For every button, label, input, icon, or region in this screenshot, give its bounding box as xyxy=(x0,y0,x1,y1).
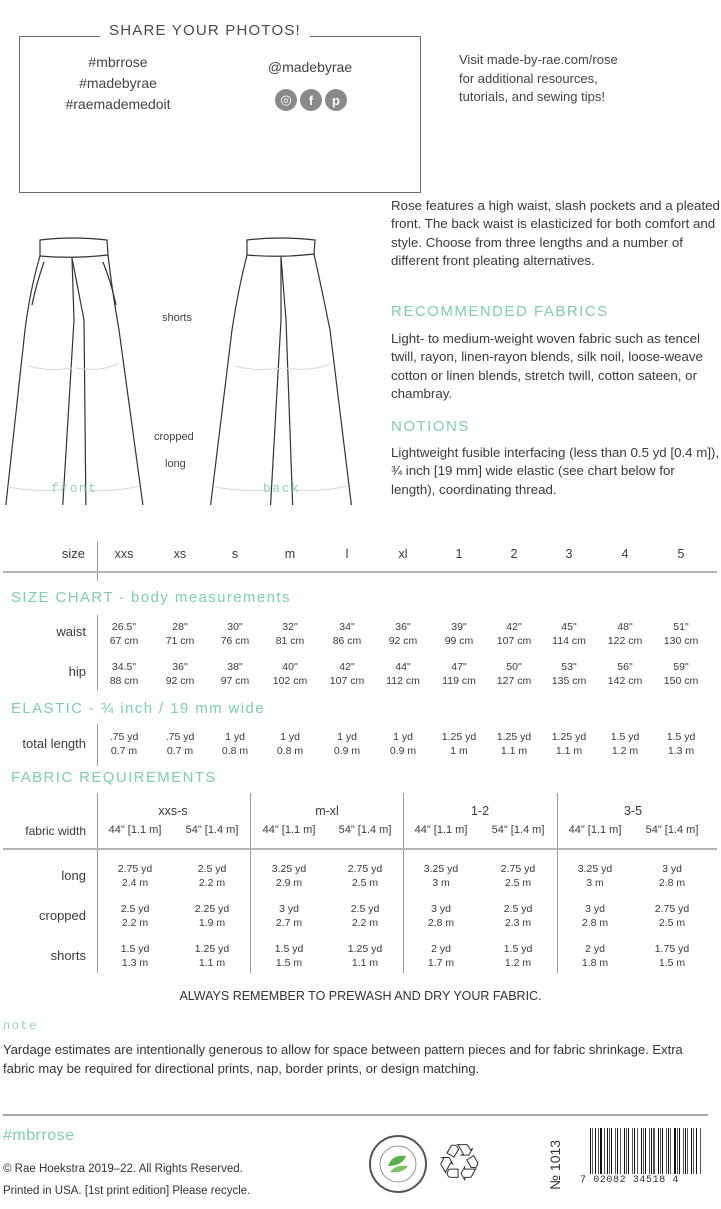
size-chart-cell xyxy=(221,620,250,648)
size-chart-cell xyxy=(166,660,195,688)
pattern-number: № 1013 xyxy=(547,1139,563,1190)
size-1: 1 xyxy=(455,547,463,561)
imperial-value: 42" xyxy=(339,661,355,673)
imperial-value: 1.75 yd xyxy=(654,943,690,955)
fabric-cell xyxy=(348,862,382,890)
imperial-value: 30" xyxy=(227,621,243,633)
metric-value: 1.5 m xyxy=(275,957,303,969)
size-chart-cell xyxy=(166,620,195,648)
fabric-group-m-xl: m-xl xyxy=(315,804,339,818)
fabric-cell xyxy=(578,862,612,890)
imperial-value: 51" xyxy=(673,621,689,633)
size-chart-cell xyxy=(664,620,698,648)
fabric-cell xyxy=(121,942,150,970)
imperial-value: 1.5 yd xyxy=(274,943,304,955)
long-label: long xyxy=(61,868,86,883)
elastic-divider xyxy=(97,724,98,766)
metric-value: 3 m xyxy=(432,877,450,889)
footer-copyright xyxy=(3,1158,250,1202)
elastic-cell xyxy=(166,730,195,758)
imperial-value: 56" xyxy=(617,661,633,673)
printed-text: Printed in USA. [1st print edition] Please recycle. xyxy=(3,1185,251,1197)
fabric-cell xyxy=(428,942,454,970)
metric-value: 2.9 m xyxy=(275,877,303,889)
length-label-long: long xyxy=(165,458,186,470)
fabric-divider-0 xyxy=(97,793,98,973)
imperial-value: 2.5 yd xyxy=(503,903,533,915)
prewash-reminder: ALWAYS REMEMBER TO PREWASH AND DRY YOUR FABRIC. xyxy=(179,989,542,1003)
metric-value: 0.8 m xyxy=(221,745,249,757)
fabric-width-cell: 44" [1.1 m] xyxy=(108,824,162,836)
note-text: Yardage estimates are intentionally generous to allow for space between pattern pieces and for fabric shrinkage. Extra fabric may be required for directional prints, nap, border prints, or design matching. xyxy=(3,1042,683,1076)
metric-value: 130 cm xyxy=(663,635,699,647)
visit-line: tutorials, and sewing tips! xyxy=(459,89,605,104)
elastic-cell xyxy=(222,730,248,758)
imperial-value: 26.5" xyxy=(111,621,137,633)
imperial-value: 53" xyxy=(561,661,577,673)
imperial-value: 2.75 yd xyxy=(654,903,690,915)
imperial-value: 44" xyxy=(395,661,411,673)
pinterest-icon[interactable]: p xyxy=(325,89,347,111)
imperial-value: 40" xyxy=(282,661,298,673)
metric-value: 86 cm xyxy=(332,635,362,647)
imperial-value: 2 yd xyxy=(431,943,451,955)
size-chart-cell xyxy=(608,620,642,648)
size-chart-cell xyxy=(386,660,420,688)
hashtag: #madebyrae xyxy=(79,75,157,91)
imperial-value: 1.25 yd xyxy=(496,731,532,743)
size-chart-cell xyxy=(276,620,305,648)
notions-text: Lightweight fusible interfacing (less than 0.5 yd [0.4 m]), ¾ inch [19 mm] wide elastic (see chart below for length), coordinating thread. xyxy=(391,445,720,497)
imperial-value: 32" xyxy=(282,621,298,633)
imperial-value: 59" xyxy=(673,661,689,673)
elastic-cell xyxy=(497,730,531,758)
facebook-icon[interactable]: f xyxy=(300,89,322,111)
metric-value: 135 cm xyxy=(551,675,587,687)
fabric-width-cell: 44" [1.1 m] xyxy=(262,824,316,836)
size-xxs: xxs xyxy=(114,547,134,561)
imperial-value: 50" xyxy=(506,661,522,673)
fabric-cell xyxy=(275,942,304,970)
metric-value: 127 cm xyxy=(496,675,532,687)
footer-hashtag: #mbrrose xyxy=(3,1127,75,1144)
metric-value: 1.2 m xyxy=(504,957,532,969)
imperial-value: 2.75 yd xyxy=(347,863,383,875)
size-header-row xyxy=(0,543,721,569)
imperial-value: 34.5" xyxy=(111,661,137,673)
metric-value: 0.9 m xyxy=(389,745,417,757)
fabric-cell xyxy=(504,942,533,970)
metric-value: 1.3 m xyxy=(121,957,149,969)
fabric-cell xyxy=(501,862,535,890)
metric-value: 0.9 m xyxy=(333,745,361,757)
barcode xyxy=(590,1128,702,1174)
elastic-cell xyxy=(110,730,139,758)
pants-illustration xyxy=(0,225,380,505)
metric-value: 2.8 m xyxy=(658,877,686,889)
fabric-width-cell: 54" [1.4 m] xyxy=(185,824,239,836)
hashtag: #mbrrose xyxy=(88,54,148,70)
metric-value: 1.1 m xyxy=(500,745,528,757)
size-chart-cell xyxy=(221,660,250,688)
imperial-value: 3 yd xyxy=(431,903,451,915)
metric-value: 2.7 m xyxy=(275,917,303,929)
imperial-value: 42" xyxy=(506,621,522,633)
metric-value: 114 cm xyxy=(552,635,586,647)
size-2: 2 xyxy=(510,547,518,561)
imperial-value: 39" xyxy=(451,621,467,633)
fabric-width-cell: 54" [1.4 m] xyxy=(491,824,545,836)
size-chart-cell xyxy=(110,660,139,688)
imperial-value: 2 yd xyxy=(585,943,605,955)
metric-value: 1.2 m xyxy=(611,745,639,757)
metric-value: 150 cm xyxy=(663,675,699,687)
size-xs: xs xyxy=(173,547,187,561)
metric-value: 2.8 m xyxy=(427,917,455,929)
pattern-description: Rose features a high waist, slash pockets and a pleated front. The back waist is elasticized for both comfort and style. Choose from three lengths and a number of different front pleating alternatives. xyxy=(391,198,720,268)
social-handle: @madebyrae xyxy=(267,59,353,75)
fabric-width-label: fabric width xyxy=(25,824,86,838)
imperial-value: 38" xyxy=(227,661,243,673)
imperial-value: 1 yd xyxy=(393,731,413,743)
size-4: 4 xyxy=(621,547,629,561)
fabric-cell xyxy=(424,862,458,890)
size-chart-cell xyxy=(273,660,307,688)
size-xl: xl xyxy=(398,547,408,561)
imperial-value: 45" xyxy=(561,621,577,633)
size-5: 5 xyxy=(677,547,685,561)
metric-value: 107 cm xyxy=(496,635,532,647)
hip-label: hip xyxy=(68,664,86,679)
visit-line[interactable]: Visit made-by-rae.com/rose xyxy=(459,52,618,67)
size-chart-heading: SIZE CHART - body measurements xyxy=(11,589,291,606)
fabric-divider-3 xyxy=(557,793,558,973)
metric-value: 71 cm xyxy=(165,635,195,647)
fabric-cell xyxy=(504,902,533,930)
size-chart-cell xyxy=(497,620,531,648)
imperial-value: 36" xyxy=(395,621,411,633)
footer-rule xyxy=(3,1114,708,1116)
size-chart-divider xyxy=(97,615,98,690)
imperial-value: 1 yd xyxy=(225,731,245,743)
elastic-cell xyxy=(552,730,586,758)
metric-value: 2.3 m xyxy=(504,917,532,929)
size-chart-cell xyxy=(110,620,139,648)
total-length-label: total length xyxy=(22,736,86,751)
social-icons xyxy=(275,89,347,111)
recommended-fabrics-heading: RECOMMENDED FABRICS xyxy=(391,303,609,320)
metric-value: 81 cm xyxy=(275,635,305,647)
elastic-heading: ELASTIC - ¾ inch / 19 mm wide xyxy=(11,700,266,717)
fabric-cell xyxy=(198,862,227,890)
imperial-value: 3.25 yd xyxy=(577,863,613,875)
fabric-cell xyxy=(655,942,689,970)
fabric-cell xyxy=(428,902,454,930)
elastic-cell xyxy=(390,730,416,758)
size-chart-cell xyxy=(445,620,474,648)
metric-value: 2.2 m xyxy=(198,877,226,889)
metric-value: 2.5 m xyxy=(351,877,379,889)
size-chart-cell xyxy=(608,660,642,688)
imperial-value: 2.5 yd xyxy=(197,863,227,875)
imperial-value: 2.75 yd xyxy=(500,863,536,875)
fabric-cell xyxy=(655,902,689,930)
instagram-icon[interactable]: ◎ xyxy=(275,89,297,111)
fabric-cell xyxy=(351,902,380,930)
hashtag: #raemademedoit xyxy=(65,96,171,112)
back-view-label: back xyxy=(263,481,301,496)
size-l: l xyxy=(345,547,349,561)
metric-value: 0.7 m xyxy=(166,745,194,757)
recommended-fabrics-text: Light- to medium-weight woven fabric such as tencel twill, rayon, linen-rayon blends, silk noil, loose-weave cotton or linen blends, stretch twill, cotton sateen, or chambray. xyxy=(391,331,703,401)
front-view-label: front xyxy=(51,481,98,496)
elastic-cell xyxy=(334,730,360,758)
size-chart-cell xyxy=(497,660,531,688)
imperial-value: 36" xyxy=(172,661,188,673)
metric-value: 2.8 m xyxy=(581,917,609,929)
imperial-value: 1.5 yd xyxy=(610,731,640,743)
fabric-cell xyxy=(272,862,306,890)
shorts-label: shorts xyxy=(50,948,86,963)
imperial-value: 1.25 yd xyxy=(551,731,587,743)
back-pants-drawing xyxy=(210,238,352,505)
imperial-value: 1.25 yd xyxy=(441,731,477,743)
imperial-value: 3 yd xyxy=(662,863,682,875)
metric-value: 1.9 m xyxy=(198,917,226,929)
imperial-value: 1.25 yd xyxy=(347,943,383,955)
size-chart-cell xyxy=(552,620,586,648)
notions-heading: NOTIONS xyxy=(391,418,470,435)
imperial-value: 48" xyxy=(617,621,633,633)
fabric-cell xyxy=(118,862,152,890)
metric-value: 1.1 m xyxy=(351,957,379,969)
metric-value: 67 cm xyxy=(109,635,139,647)
length-label-cropped: cropped xyxy=(154,431,194,443)
fabric-group-1-2: 1-2 xyxy=(470,804,490,818)
imperial-value: 28" xyxy=(172,621,188,633)
imperial-value: 3 yd xyxy=(279,903,299,915)
fabric-divider-1 xyxy=(250,793,251,973)
metric-value: 2.4 m xyxy=(121,877,149,889)
size-chart-cell xyxy=(442,660,476,688)
fabric-header-rule xyxy=(3,848,717,850)
hashtag-list xyxy=(48,52,188,115)
fabric-width-cell: 44" [1.1 m] xyxy=(568,824,622,836)
size-m: m xyxy=(284,547,296,561)
fabric-cell xyxy=(121,902,150,930)
size-divider xyxy=(97,541,98,581)
front-pants-drawing xyxy=(5,238,144,505)
metric-value: 107 cm xyxy=(329,675,365,687)
elastic-cell xyxy=(442,730,476,758)
fabric-group-xxs-s: xxs-s xyxy=(158,804,188,818)
metric-value: 102 cm xyxy=(272,675,308,687)
copyright-text: © Rae Hoekstra 2019–22. All Rights Reserved. xyxy=(3,1163,243,1175)
metric-value: 88 cm xyxy=(109,675,139,687)
imperial-value: 1 yd xyxy=(280,731,300,743)
metric-value: 1 m xyxy=(450,745,468,757)
imperial-value: 2.75 yd xyxy=(117,863,153,875)
imperial-value: 2.5 yd xyxy=(120,903,150,915)
imperial-value: 1 yd xyxy=(337,731,357,743)
imperial-value: .75 yd xyxy=(165,731,195,743)
metric-value: 112 cm xyxy=(386,675,420,687)
imperial-value: 3.25 yd xyxy=(271,863,307,875)
fabric-cell xyxy=(348,942,382,970)
fabric-divider-2 xyxy=(403,793,404,973)
metric-value: 122 cm xyxy=(607,635,643,647)
imperial-value: 1.5 yd xyxy=(666,731,696,743)
imperial-value: .75 yd xyxy=(109,731,139,743)
elastic-cell xyxy=(667,730,696,758)
metric-value: 99 cm xyxy=(444,635,474,647)
metric-value: 0.8 m xyxy=(276,745,304,757)
metric-value: 76 cm xyxy=(220,635,250,647)
elastic-cell xyxy=(611,730,640,758)
share-photos-title: SHARE YOUR PHOTOS! xyxy=(100,22,310,39)
imperial-value: 3 yd xyxy=(585,903,605,915)
note-heading: note xyxy=(3,1019,38,1033)
visit-line: for additional resources, xyxy=(459,70,598,86)
imperial-value: 3.25 yd xyxy=(423,863,459,875)
metric-value: 0.7 m xyxy=(110,745,138,757)
metric-value: 1.3 m xyxy=(667,745,695,757)
metric-value: 92 cm xyxy=(165,675,195,687)
size-chart-cell xyxy=(389,620,418,648)
size-label: size xyxy=(61,546,85,561)
metric-value: 142 cm xyxy=(607,675,643,687)
size-chart-cell xyxy=(664,660,698,688)
fabric-width-cell: 44" [1.1 m] xyxy=(414,824,468,836)
fabric-cell xyxy=(659,862,685,890)
metric-value: 92 cm xyxy=(388,635,418,647)
imperial-value: 34" xyxy=(339,621,355,633)
metric-value: 3 m xyxy=(586,877,604,889)
fabric-cell xyxy=(195,902,229,930)
fabric-cell xyxy=(582,942,608,970)
fabric-group-3-5: 3-5 xyxy=(623,804,643,818)
barcode-digits: 7 02082 34518 4 xyxy=(580,1175,680,1186)
fabric-cell xyxy=(195,942,229,970)
metric-value: 1.1 m xyxy=(198,957,226,969)
waist-label: waist xyxy=(56,624,86,639)
size-chart-cell xyxy=(552,660,586,688)
metric-value: 1.1 m xyxy=(555,745,583,757)
imperial-value: 1.5 yd xyxy=(503,943,533,955)
metric-value: 97 cm xyxy=(220,675,250,687)
metric-value: 2.5 m xyxy=(504,877,532,889)
fabric-width-cell: 54" [1.4 m] xyxy=(338,824,392,836)
metric-value: 1.8 m xyxy=(581,957,609,969)
imperial-value: 2.25 yd xyxy=(194,903,230,915)
imperial-value: 47" xyxy=(451,661,467,673)
fabric-cell xyxy=(582,902,608,930)
fabric-requirements-heading: FABRIC REQUIREMENTS xyxy=(11,769,217,786)
imperial-value: 1.5 yd xyxy=(120,943,150,955)
recycle-icon: ♲ xyxy=(436,1135,483,1193)
metric-value: 1.7 m xyxy=(427,957,455,969)
length-label-shorts: shorts xyxy=(162,312,192,324)
fabric-cell xyxy=(276,902,302,930)
metric-value: 1.5 m xyxy=(658,957,686,969)
metric-value: 2.2 m xyxy=(351,917,379,929)
cropped-label: cropped xyxy=(39,908,86,923)
metric-value: 119 cm xyxy=(442,675,476,687)
elastic-cell xyxy=(277,730,303,758)
metric-value: 2.2 m xyxy=(121,917,149,929)
visit-website-text xyxy=(459,51,699,107)
imperial-value: 1.25 yd xyxy=(194,943,230,955)
size-3: 3 xyxy=(565,547,573,561)
size-s: s xyxy=(231,547,239,561)
metric-value: 2.5 m xyxy=(658,917,686,929)
size-chart-cell xyxy=(333,620,362,648)
size-header-rule xyxy=(3,571,717,573)
fabric-width-cell: 54" [1.4 m] xyxy=(645,824,699,836)
vegetable-ink-seal-icon xyxy=(369,1135,427,1193)
size-chart-cell xyxy=(330,660,364,688)
imperial-value: 2.5 yd xyxy=(350,903,380,915)
